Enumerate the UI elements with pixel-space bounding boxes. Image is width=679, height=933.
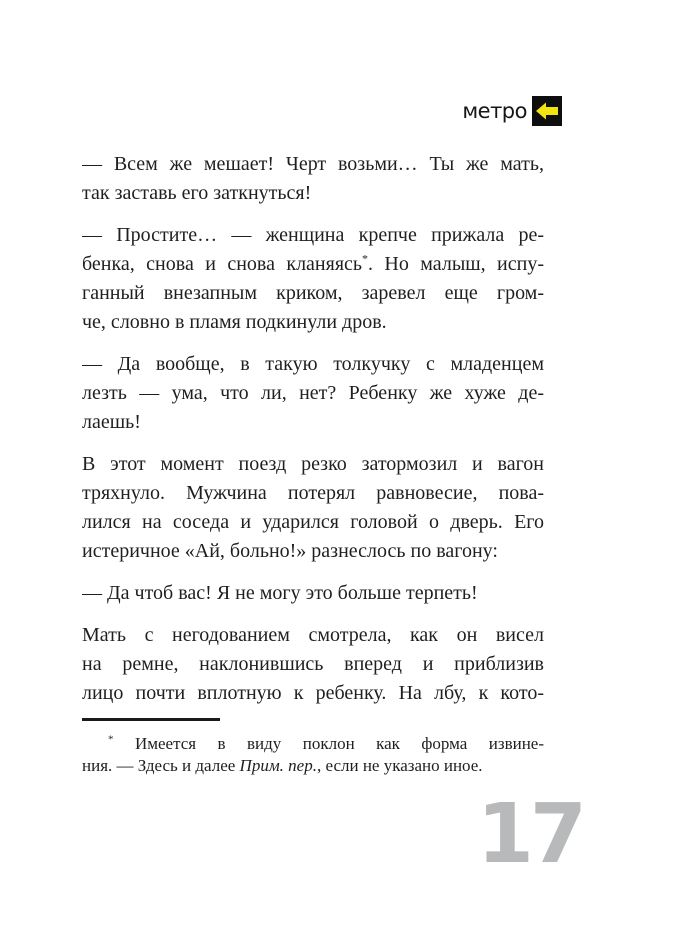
footnote-line bbox=[82, 733, 544, 755]
brand-header bbox=[462, 96, 562, 126]
footnote-text: ния. — Здесь и далее bbox=[82, 756, 240, 775]
text-line: истеричное «Ай, больно!» разнеслось по вагону: bbox=[82, 540, 498, 562]
text-line: лился на соседа и ударился головой о дверь. Его bbox=[82, 511, 544, 533]
page-number: 17 bbox=[476, 787, 583, 882]
footnote-line bbox=[82, 755, 544, 777]
footnote-block bbox=[82, 718, 544, 777]
paragraph bbox=[82, 450, 544, 566]
text-line: Мать с негодованием смотрела, как он висел bbox=[82, 624, 544, 646]
footnote-text: , если не указано иное. bbox=[316, 756, 483, 775]
paragraph bbox=[82, 150, 544, 208]
text-line: — Да чтоб вас! Я не могу это больше терпеть! bbox=[82, 582, 478, 604]
text-line: лаешь! bbox=[82, 411, 141, 433]
text-line: — Всем же мешает! Черт возьми… Ты же мать, bbox=[82, 153, 544, 175]
brand-name: метро bbox=[462, 99, 527, 123]
text-line: лезть — ума, что ли, нет? Ребенку же хуже де- bbox=[82, 382, 544, 404]
paragraph bbox=[82, 621, 544, 708]
text-line: тряхнуло. Мужчина потерял равновесие, пова- bbox=[82, 482, 544, 504]
text-line: лицо почти вплотную к ребенку. На лбу, к кото- bbox=[82, 682, 544, 704]
text-line: — Да вообще, в такую толкучку с младенцем bbox=[82, 353, 544, 375]
text-line: че, словно в пламя подкинули дров. bbox=[82, 311, 387, 333]
footnote-text-italic: Прим. пер. bbox=[239, 756, 317, 775]
footnote-divider bbox=[82, 718, 220, 721]
text-line: В этот момент поезд резко затормозил и вагон bbox=[82, 453, 544, 475]
text-line bbox=[82, 250, 544, 279]
text-line: ганный внезапным криком, заревел еще гром- bbox=[82, 282, 544, 304]
paragraph bbox=[82, 579, 544, 608]
text-line: на ремне, наклонившись вперед и приблизив bbox=[82, 653, 544, 675]
paragraph bbox=[82, 350, 544, 437]
left-arrow-icon bbox=[532, 96, 562, 126]
footnote-marker-asterisk: * bbox=[108, 733, 114, 746]
text-segment: бенка, снова и снова кланяясь bbox=[82, 253, 363, 275]
text-segment: . Но малыш, испу- bbox=[368, 253, 544, 275]
footnote-reference-asterisk: * bbox=[362, 251, 369, 266]
paragraph bbox=[82, 221, 544, 337]
text-line: — Простите… — женщина крепче прижала ре- bbox=[82, 224, 544, 246]
page-text bbox=[82, 150, 544, 708]
text-line: так заставь его заткнуться! bbox=[82, 182, 312, 204]
footnote-text: Имеется в виду поклон как форма извине- bbox=[134, 734, 544, 753]
